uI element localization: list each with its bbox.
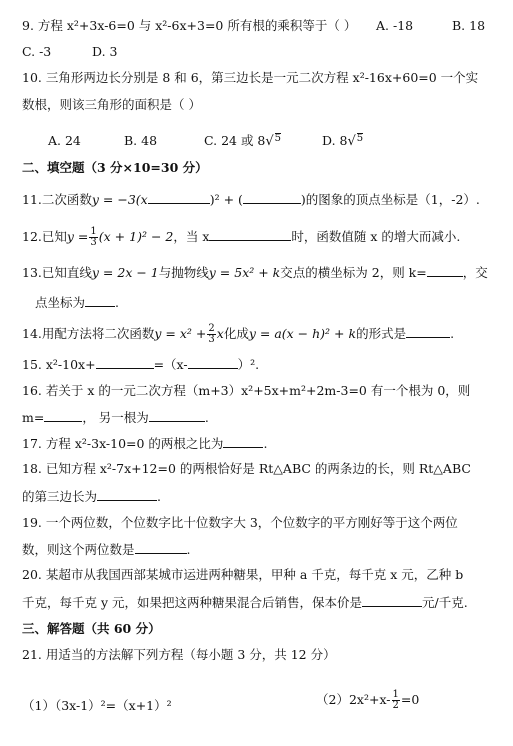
question-15-prefix: 15. x²-10x+ (22, 357, 96, 372)
question-16-line-2-prefix: m= (22, 410, 45, 425)
question-14-prefix: 14.用配方法将二次函数 (22, 326, 155, 341)
question-12 (22, 227, 460, 248)
question-9-option-b: B. 18 (452, 18, 486, 33)
question-13-middle-1: 与抛物线 (158, 265, 209, 280)
question-13-middle-2: 交点的横坐标为 2，则 k= (280, 265, 427, 280)
question-9-stem: 9. 方程 x²+3x-6=0 与 x²-6x+3=0 所有根的乘积等于（ ） (22, 18, 357, 33)
fraction-numerator: 1 (90, 226, 97, 237)
answer-blank[interactable] (85, 294, 115, 307)
question-20-line-2 (22, 594, 468, 611)
question-18-line-2-prefix: 的第三边长为 (22, 489, 98, 504)
question-16-line-2 (22, 409, 209, 426)
question-11-prefix: 11.二次函数 (22, 192, 92, 207)
question-12-formula-rest: (x + 1)² − 2 (98, 229, 174, 244)
question-21-stem: 21. 用适当的方法解下列方程（每小题 3 分，共 12 分） (22, 647, 336, 662)
answer-blank[interactable] (44, 409, 82, 422)
question-13-line-2 (35, 294, 119, 311)
question-9-option-a: A. -18 (376, 18, 414, 33)
answer-blank[interactable] (209, 228, 291, 241)
question-11 (22, 191, 480, 208)
question-12-prefix: 12.已知 (22, 229, 67, 244)
fraction-numerator: 2 (208, 323, 215, 334)
question-19-line-2-prefix: 数，则这个两位数是 (22, 542, 135, 557)
question-19-line-1: 19. 一个两位数，个位数字比十位数字大 3，个位数字的平方刚好等于这个两位 (22, 515, 458, 530)
question-15-suffix: ）². (237, 357, 260, 372)
question-21-part-2 (316, 690, 419, 711)
section-2-title: 二、填空题（3 分×10=30 分） (22, 160, 208, 175)
question-12-middle: ，当 x (173, 229, 210, 244)
question-21-part-2-prefix: （2）2x²+x- (316, 692, 391, 707)
question-20-line-2-prefix: 千克，每千克 y 元，如果把这两种糖果混合后销售，保本价是 (22, 595, 363, 610)
question-11-suffix: )的图象的顶点坐标是（1，-2）. (300, 192, 480, 207)
answer-blank[interactable] (149, 409, 205, 422)
answer-blank[interactable] (406, 325, 450, 338)
answer-blank[interactable] (223, 435, 263, 448)
question-19-end: . (186, 542, 191, 557)
question-14-middle: 化成 (223, 326, 249, 341)
question-14 (22, 324, 454, 345)
question-11-middle: )² + ( (209, 192, 243, 207)
question-12-suffix: 时，函数值随 x 的增大而减小. (291, 229, 461, 244)
question-10-option-d-text: D. 8 (322, 133, 348, 148)
question-17-text: 17. 方程 x²-3x-10=0 的两根之比为 (22, 436, 224, 451)
question-15 (22, 356, 259, 373)
question-18-line-2 (22, 488, 161, 505)
answer-blank[interactable] (135, 541, 187, 554)
question-10-line-1: 10. 三角形两边长分别是 8 和 6，第三边长是一元二次方程 x²-16x+60=0 一个实 (22, 70, 479, 85)
question-13-line-1 (22, 264, 488, 281)
section-3-title: 三、解答题（共 60 分） (22, 621, 161, 636)
question-9-option-c: C. -3 (22, 44, 52, 59)
answer-blank[interactable] (148, 191, 210, 204)
question-13-line-2-text: 点坐标为 (35, 295, 86, 310)
fraction-denominator: 3 (90, 237, 97, 248)
answer-blank[interactable] (243, 191, 301, 204)
question-18-end: . (157, 489, 161, 504)
question-13-line-formula: y = 2x − 1 (91, 265, 159, 280)
question-20-end: 元/千克. (422, 595, 468, 610)
question-16-line-1: 16. 若关于 x 的一元二次方程（m+3）x²+5x+m²+2m-3=0 有一个根为 0，则 (22, 383, 471, 398)
answer-blank[interactable] (96, 356, 154, 369)
question-10-option-a: A. 24 (48, 133, 81, 148)
answer-blank[interactable] (427, 264, 463, 277)
question-10-option-c (204, 133, 281, 150)
question-16-end: . (204, 410, 209, 425)
question-21-part-1: （1）（3x-1）²=（x+1）² (22, 698, 172, 713)
question-14-formula-rest: x (216, 326, 224, 341)
question-14-suffix: 的形式是 (356, 326, 407, 341)
sqrt-radicand: 5 (274, 133, 282, 144)
question-20-line-1: 20. 某超市从我国西部某城市运进两种糖果，甲种 a 千克，每千克 x 元，乙种 b (22, 567, 464, 582)
question-10-option-c-text: C. 24 或 8 (204, 133, 266, 148)
sqrt-symbol: √ (265, 134, 274, 149)
fraction (207, 324, 215, 345)
question-10-option-b: B. 48 (124, 133, 158, 148)
question-17 (22, 435, 267, 452)
sqrt-symbol: √ (347, 134, 356, 149)
question-15-middle: =（x- (153, 357, 188, 372)
question-13-end: . (115, 295, 119, 310)
question-14-formula-y: y = x² + (154, 326, 207, 341)
question-12-formula-y: y = (66, 229, 89, 244)
question-16-line-2-middle: ， 另一根为 (82, 410, 149, 425)
question-10-option-d (322, 133, 363, 150)
question-14-vertex-form: y = a(x − h)² + k (248, 326, 357, 341)
fraction (89, 227, 97, 248)
question-9-option-d: D. 3 (92, 44, 118, 59)
fraction-denominator: 3 (208, 334, 215, 345)
question-19-line-2 (22, 541, 191, 558)
fraction-numerator: 1 (392, 689, 399, 700)
answer-blank[interactable] (97, 488, 157, 501)
question-17-end: . (263, 436, 268, 451)
fraction (392, 690, 400, 711)
answer-blank[interactable] (362, 594, 422, 607)
sqrt-radicand: 5 (356, 133, 364, 144)
question-10-line-2: 数根，则该三角形的面积是（ ） (22, 97, 201, 112)
question-14-end: . (450, 326, 455, 341)
question-11-formula: y = −3(x (91, 192, 148, 207)
question-13-middle-3: ，交 (462, 265, 488, 280)
question-13-parabola-formula: y = 5x² + k (208, 265, 281, 280)
fraction-denominator: 2 (392, 700, 399, 711)
question-21-part-2-suffix: =0 (400, 692, 420, 707)
question-13-prefix: 13.已知直线 (22, 265, 92, 280)
question-18-line-1: 18. 已知方程 x²-7x+12=0 的两根恰好是 Rt△ABC 的两条边的长，则 Rt△ABC (22, 461, 471, 476)
answer-blank[interactable] (188, 356, 238, 369)
